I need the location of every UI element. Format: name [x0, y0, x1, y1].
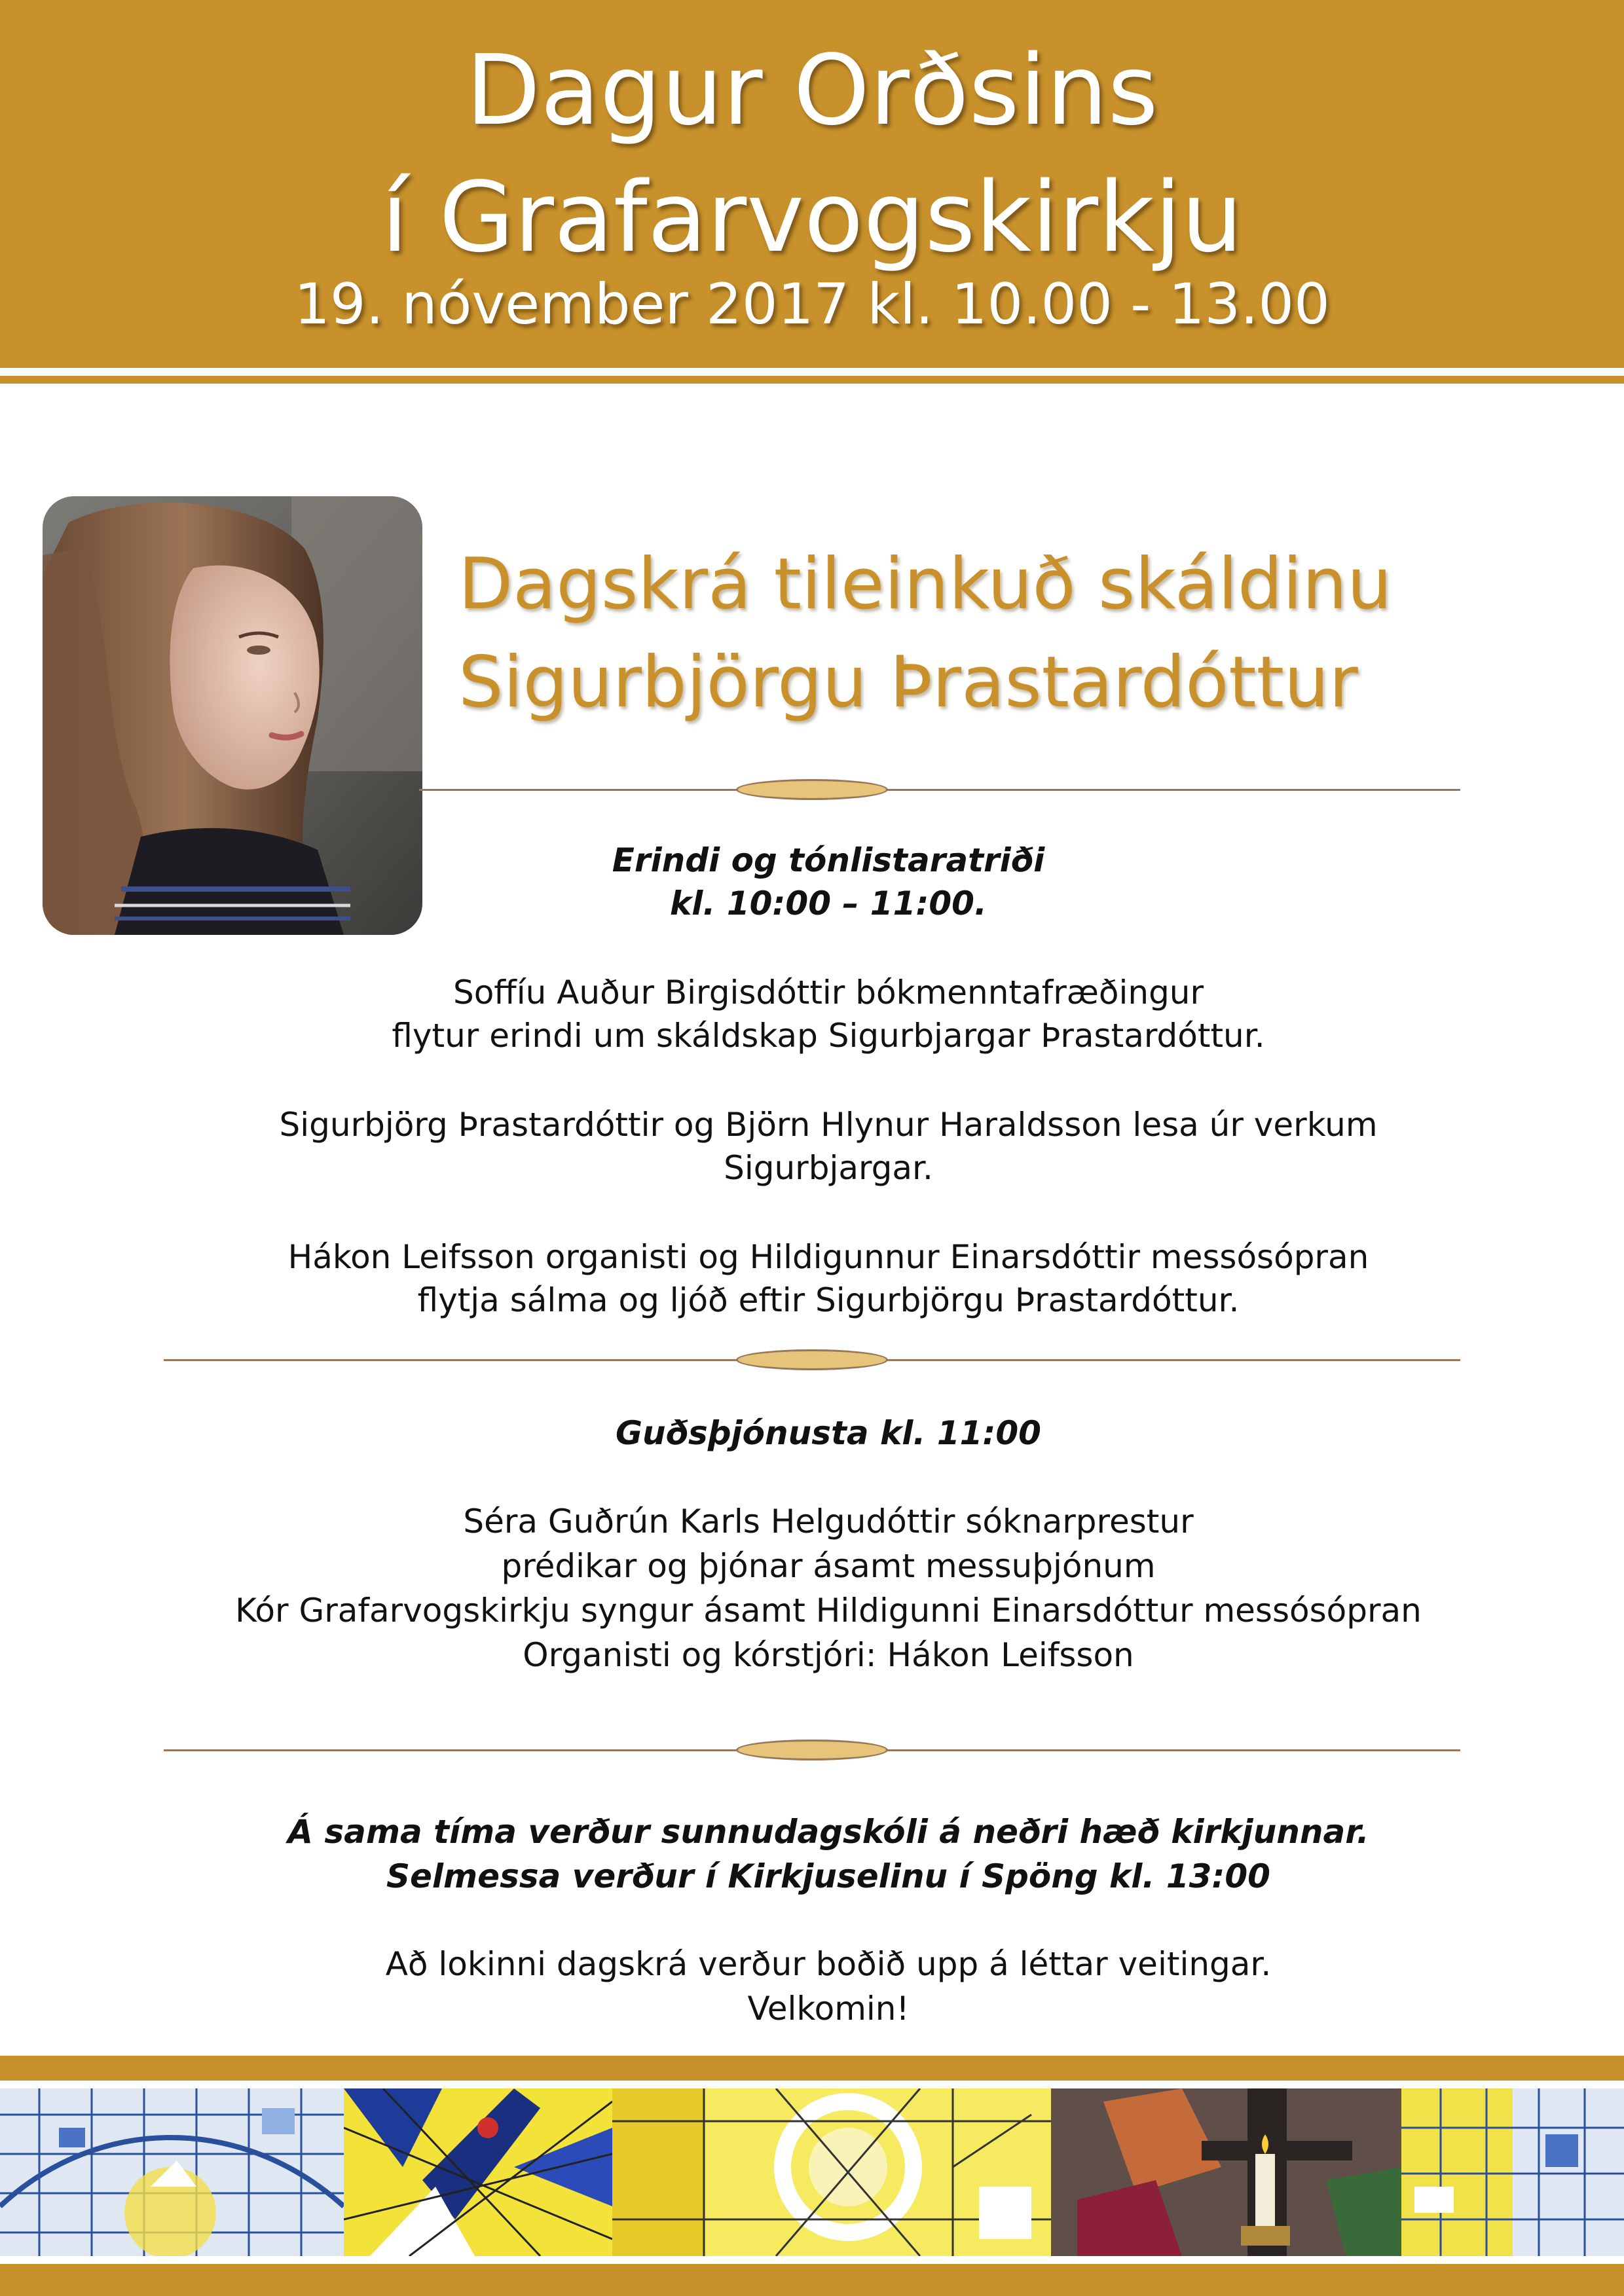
divider-oval	[736, 779, 888, 800]
stained-glass-panel	[1401, 2088, 1624, 2256]
section3-italic-line2: Selmessa verður í Kirkjuselinu í Spöng kl. 13:00	[386, 1857, 1270, 1895]
stained-glass-panel	[612, 2088, 1051, 2256]
divider-oval	[736, 1740, 888, 1760]
section2-text: Kór Grafarvogskirkju syngur ásamt Hildigunni Einarsdóttur messósópran	[235, 1592, 1422, 1630]
section3-text: Að lokinni dagskrá verður boðið upp á léttar veitingar.	[385, 1945, 1272, 1983]
section1-heading-line1: Erindi og tónlistaratriði	[612, 841, 1045, 879]
header-rule	[0, 376, 1624, 384]
page-title-line2: í Grafarvogskirkju	[381, 161, 1243, 274]
divider-oval	[736, 1349, 888, 1370]
section1-text: Sigurbjargar.	[724, 1149, 933, 1187]
section1-text: Sigurbjörg Þrastardóttir og Björn Hlynur Haraldsson lesa úr verkum	[279, 1106, 1378, 1144]
section1-heading-line2: kl. 10:00 – 11:00.	[670, 884, 987, 922]
footer-band-top	[0, 2056, 1624, 2081]
program-headline-line1: Dagskrá tileinkuð skáldinu	[458, 543, 1392, 625]
section2-text: Séra Guðrún Karls Helgudóttir sóknarprestur	[463, 1503, 1194, 1540]
page-title-line1: Dagur Orðsins	[466, 34, 1158, 147]
section3-italic-line1: Á sama tíma verður sunnudagskóli á neðri hæð kirkjunnar.	[287, 1813, 1369, 1851]
section2-text: Organisti og kórstjóri: Hákon Leifsson	[523, 1636, 1134, 1674]
stained-glass-panel	[1051, 2088, 1401, 2256]
stained-glass-strip	[0, 2088, 1624, 2256]
section1-text: Hákon Leifsson organisti og Hildigunnur Einarsdóttir messósópran	[287, 1238, 1369, 1276]
stained-glass-panel	[344, 2088, 612, 2256]
section1-text: flytja sálma og ljóð eftir Sigurbjörgu Þrastardóttur.	[417, 1281, 1240, 1319]
stained-glass-panel	[0, 2088, 344, 2256]
footer-band-bottom	[0, 2264, 1624, 2296]
divider-rule	[419, 789, 1460, 791]
section3-text: Velkomin!	[747, 1990, 910, 2028]
divider-ornament	[164, 1347, 1460, 1373]
program-headline-line2: Sigurbjörgu Þrastardóttur	[458, 642, 1358, 723]
divider-ornament	[164, 1737, 1460, 1763]
section1-text: flytur erindi um skáldskap Sigurbjargar Þrastardóttur.	[392, 1017, 1265, 1055]
event-date: 19. nóvember 2017 kl. 10.00 - 13.00	[294, 272, 1330, 337]
section2-text: prédikar og þjónar ásamt messuþjónum	[501, 1547, 1156, 1585]
section2-heading: Guðsþjónusta kl. 11:00	[616, 1414, 1041, 1452]
divider-ornament	[419, 776, 1460, 803]
section1-text: Soffíu Auður Birgisdóttir bókmenntafræðingur	[452, 974, 1204, 1011]
